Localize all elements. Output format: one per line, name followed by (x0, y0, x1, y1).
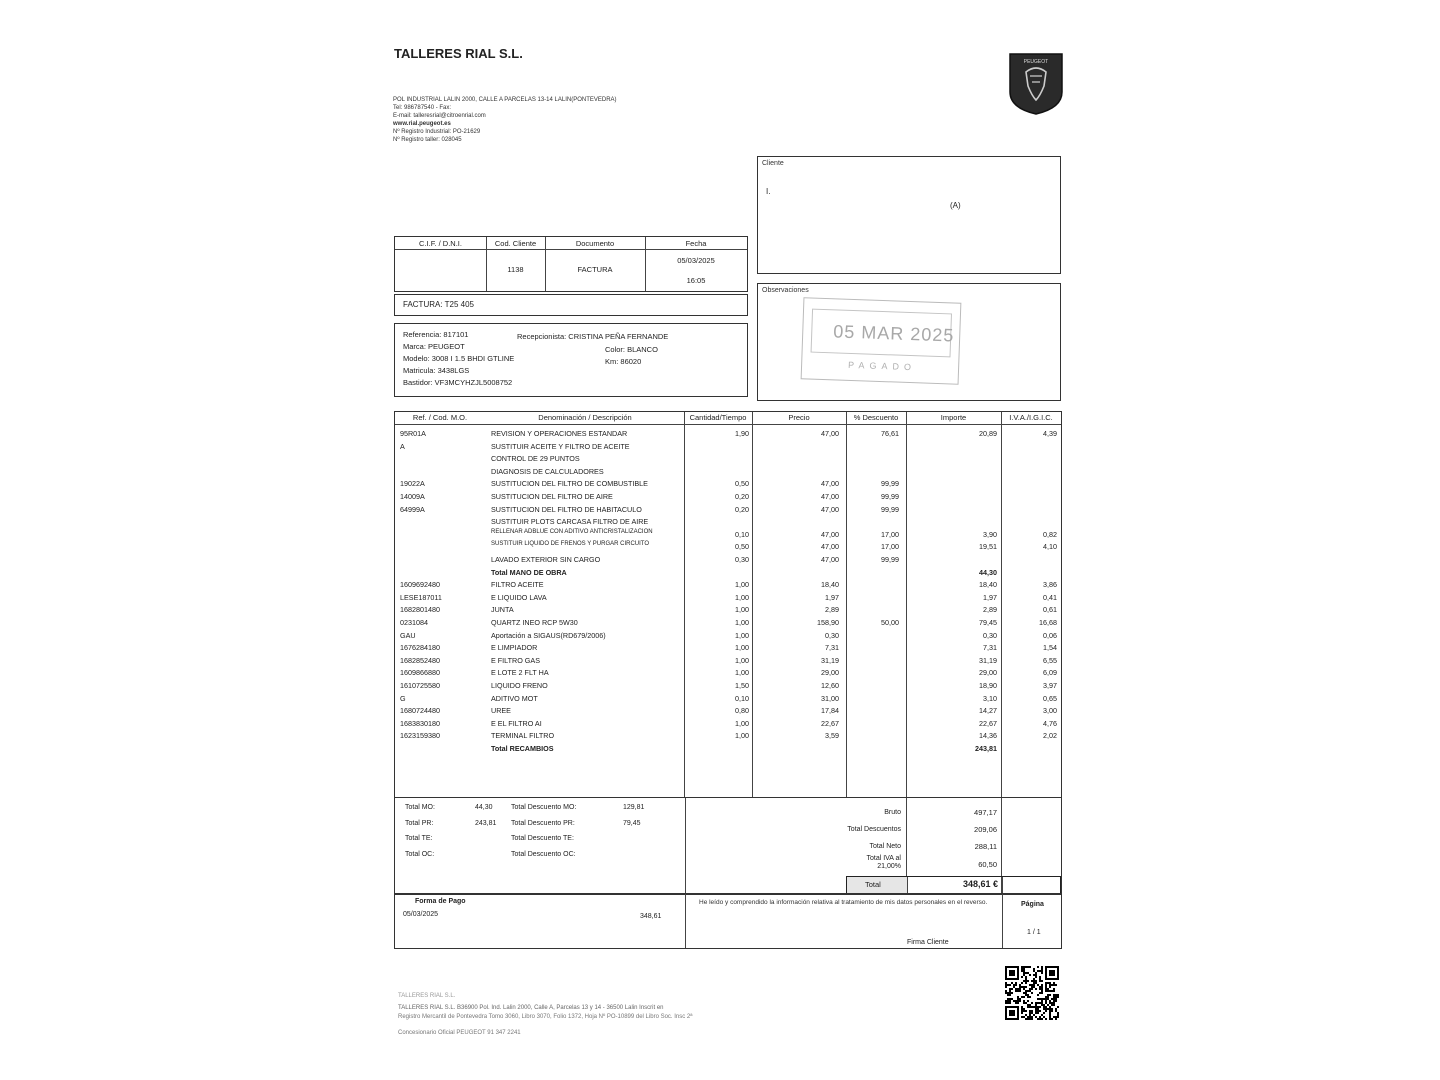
vehicle-color: Color: BLANCO (605, 345, 658, 354)
table-row (395, 604, 1061, 617)
cell-price: 47,00 (821, 504, 839, 514)
totals-box (394, 797, 1062, 895)
net-label: Total Neto (869, 843, 901, 850)
observations-box (757, 283, 1061, 401)
cell-description: SUSTITUIR LIQUIDO DE FRENOS Y PURGAR CIRCUITO (491, 541, 650, 548)
cell-price: 12,60 (821, 681, 839, 690)
discounts-value: 209,06 (974, 825, 997, 834)
invoice-number-box (394, 294, 748, 316)
cell-ref: 1610725580 (400, 681, 440, 690)
address-line: POL INDUSTRIAL LALIN 2000, CALLE A PARCELAS 13-14 LALIN(PONTEVEDRA) (393, 97, 617, 103)
table-row (395, 705, 1061, 718)
cell-quantity: 1,00 (735, 718, 749, 728)
col-discount: % Descuento (853, 413, 899, 422)
cell-vat: 4,76 (1043, 718, 1057, 728)
table-row (395, 655, 1061, 668)
cell-price: 22,67 (821, 718, 839, 728)
table-row (395, 428, 1061, 441)
total-value-left: 243,81 (475, 819, 497, 827)
table-row (395, 718, 1061, 731)
col-price: Precio (788, 413, 810, 422)
cell-price: 1,97 (825, 592, 839, 602)
cell-quantity: 0,10 (735, 529, 749, 539)
cell-ref: 1676284180 (400, 643, 440, 653)
table-row (395, 478, 1061, 491)
cell-quantity: 0,10 (735, 693, 749, 703)
cell-amount: 79,45 (979, 618, 997, 627)
stamp-paid: PAGADO (847, 359, 917, 373)
cell-ref: 0231084 (400, 618, 428, 627)
cell-ref: A (400, 441, 405, 451)
cell-quantity: 1,00 (735, 592, 749, 602)
cell-vat: 4,39 (1043, 429, 1057, 438)
cell-vat: 0,82 (1043, 529, 1057, 539)
cell-quantity: 1,00 (735, 655, 749, 665)
cell-description: SUSTITUIR PLOTS CARCASA FILTRO DE AIRE (491, 517, 649, 527)
vehicle-box (394, 323, 748, 397)
table-row (395, 567, 1061, 580)
cell-description: LIQUIDO FRENO (491, 681, 548, 690)
items-table (394, 411, 1062, 797)
discount-value: 79,45 (623, 819, 641, 827)
address-line: Nº Registro taller: 028045 (393, 137, 462, 143)
total-label-left: Total TE: (405, 835, 433, 842)
company-name: TALLERES RIAL S.L. (394, 46, 523, 61)
discount-value: 129,81 (623, 804, 645, 811)
table-row (395, 680, 1061, 693)
footer-line: TALLERES RIAL S.L. B36900 Pol. Ind. Lalin 2000, Calle A, Parcelas 13 y 14 - 36500 Lalin Inscrit en (398, 1005, 664, 1011)
col-vat: I.V.A./I.G.I.C. (1009, 413, 1053, 422)
payment-box (394, 893, 1062, 949)
cell-amount: 18,90 (979, 681, 997, 690)
cell-description: Total MANO DE OBRA (491, 567, 567, 577)
cell-quantity: 1,00 (735, 630, 749, 640)
cell-price: 2,89 (825, 605, 839, 615)
cell-price: 47,00 (821, 479, 839, 489)
discount-label: Total Descuento PR: (511, 819, 575, 827)
table-row (395, 743, 1061, 756)
peugeot-logo (1006, 52, 1066, 116)
bruto-value: 497,17 (974, 808, 997, 817)
vat-percent: 21,00% (877, 863, 901, 870)
cell-description: E LIMPIADOR (491, 643, 538, 653)
cell-price: 3,59 (825, 731, 839, 741)
cell-description: REVISION Y OPERACIONES ESTANDAR (491, 429, 628, 438)
cell-price: 0,30 (825, 630, 839, 640)
cell-vat: 4,10 (1043, 542, 1057, 552)
address-line: www.rial.peugeot.es (393, 121, 451, 127)
cell-ref: 14009A (400, 492, 425, 501)
client-name: I. (766, 187, 771, 196)
table-row (395, 667, 1061, 680)
total-label-left: Total MO: (405, 804, 435, 811)
cell-price: 18,40 (821, 580, 839, 590)
cell-vat: 16,68 (1039, 618, 1057, 627)
signature-label: Firma Cliente (907, 939, 949, 946)
cell-price: 47,00 (821, 542, 839, 552)
col-quantity: Cantidad/Tiempo (689, 413, 747, 422)
table-row (395, 441, 1061, 454)
cell-description: SUSTITUCION DEL FILTRO DE COMBUSTIBLE (491, 479, 648, 489)
footer-line: Concesionario Oficial PEUGEOT 91 347 2241 (398, 1030, 521, 1036)
cell-ref: G (400, 693, 406, 703)
cell-amount: 20,89 (979, 429, 997, 438)
total-value-left: 44,30 (475, 804, 493, 811)
cell-quantity: 1,00 (735, 731, 749, 741)
cell-amount: 3,10 (983, 693, 997, 703)
observations-label: Observaciones (762, 287, 809, 294)
net-value: 288,11 (974, 842, 997, 851)
total-label-left: Total PR: (405, 819, 434, 827)
cell-discount: 99,99 (881, 504, 899, 514)
cell-amount: 31,19 (979, 655, 997, 665)
cell-price: 47,00 (821, 429, 839, 438)
cell-description: SUSTITUCION DEL FILTRO DE AIRE (491, 492, 613, 501)
table-row (395, 466, 1061, 479)
brand-logo-text: PEUGEOT (1023, 59, 1049, 65)
payment-date: 05/03/2025 (403, 911, 439, 918)
table-row (395, 630, 1061, 643)
vehicle-vin: Bastidor: VF3MCYHZJL5008752 (403, 378, 513, 387)
cell-description: DIAGNOSIS DE CALCULADORES (491, 466, 604, 476)
bruto-label: Bruto (884, 809, 901, 816)
cell-ref: 19022A (400, 479, 425, 489)
vat-label: Total IVA al (866, 855, 901, 862)
table-row (395, 504, 1061, 517)
cell-vat: 3,00 (1043, 706, 1057, 716)
total-row (846, 876, 1061, 894)
cell-amount: 19,51 (979, 542, 997, 552)
cell-amount: 44,30 (979, 567, 997, 577)
cell-vat: 0,65 (1043, 693, 1057, 703)
page-number: 1 / 1 (1027, 929, 1041, 936)
cell-price: 7,31 (825, 643, 839, 653)
cell-ref: 1682801480 (400, 605, 440, 615)
table-row (395, 579, 1061, 592)
cell-price: 31,00 (821, 693, 839, 703)
cell-ref: LESE187011 (400, 592, 442, 602)
cell-amount: 18,40 (979, 580, 997, 590)
discount-label: Total Descuento TE: (511, 835, 574, 842)
vehicle-plate: Matricula: 3438LGS (403, 366, 470, 375)
vehicle-km: Km: 86020 (605, 357, 642, 366)
cell-description: SUSTITUIR ACEITE Y FILTRO DE ACEITE (491, 441, 630, 451)
cell-amount: 22,67 (979, 718, 997, 728)
cell-description: ADITIVO MOT (491, 693, 538, 703)
total-label: Total (865, 880, 881, 889)
table-row (395, 693, 1061, 706)
cell-ref: GAU (400, 630, 416, 640)
table-row (395, 529, 1061, 542)
col-description: Denominación / Descripción (538, 413, 632, 422)
cell-price: 29,00 (821, 668, 839, 678)
discount-label: Total Descuento OC: (511, 850, 576, 858)
cell-discount: 17,00 (881, 542, 899, 552)
address-line: Tel: 986787540 - Fax: (393, 105, 452, 111)
cell-discount: 99,99 (881, 555, 899, 564)
cell-quantity: 0,50 (735, 479, 749, 489)
cell-description: CONTROL DE 29 PUNTOS (491, 454, 580, 464)
cell-vat: 1,54 (1043, 643, 1057, 653)
cell-ref: 1609866880 (400, 668, 440, 678)
vat-value: 60,50 (978, 860, 997, 869)
cell-ref: 1680724480 (400, 706, 440, 716)
cell-vat: 3,86 (1043, 580, 1057, 590)
vehicle-reference: Referencia: 817101 (403, 330, 469, 339)
cell-ref: 1682852480 (400, 655, 440, 665)
table-body (395, 428, 1061, 788)
cell-quantity: 1,00 (735, 643, 749, 653)
cell-description: SUSTITUCION DEL FILTRO DE HABITACULO (491, 504, 642, 514)
address-line: Nº Registro Industrial: PO-21629 (393, 129, 481, 135)
legal-text: He leído y comprendido la información relativa al tratamiento de mis datos personales en el reverso. (699, 899, 988, 906)
cell-discount: 76,61 (881, 429, 899, 438)
cell-ref: 64999A (400, 504, 425, 514)
cell-description: QUARTZ INEO RCP 5W30 (491, 618, 578, 627)
cell-amount: 3,90 (983, 529, 997, 539)
page-label: Página (1021, 901, 1044, 908)
col-amount: Importe (940, 413, 967, 422)
discount-label: Total Descuento MO: (511, 804, 577, 811)
header-document: Documento (575, 239, 615, 248)
cell-description: E LOTE 2 FLT HA (491, 668, 549, 678)
table-row (395, 516, 1061, 529)
receptionist: Recepcionista: CRISTINA PEÑA FERNANDE (517, 332, 669, 341)
document-value: FACTURA (577, 265, 613, 274)
cell-ref: 1623159380 (400, 731, 440, 741)
cell-description: Total RECAMBIOS (491, 744, 554, 753)
table-row (395, 617, 1061, 630)
cell-amount: 1,97 (983, 592, 997, 602)
header-client-code: Cod. Cliente (494, 239, 537, 248)
cell-quantity: 1,00 (735, 605, 749, 615)
table-row (395, 642, 1061, 655)
total-value: 348,61 € (962, 879, 998, 889)
cell-amount: 2,89 (983, 605, 997, 615)
cell-amount: 0,30 (983, 630, 997, 640)
cell-vat: 2,02 (1043, 731, 1057, 741)
cell-amount: 7,31 (983, 643, 997, 653)
cell-description: UREE (491, 706, 511, 716)
cell-quantity: 1,00 (735, 580, 749, 590)
table-row (395, 554, 1061, 567)
table-row (395, 592, 1061, 605)
date-value: 05/03/2025 (677, 256, 715, 265)
cell-ref: 95R01A (400, 429, 426, 438)
cell-price: 47,00 (821, 555, 839, 564)
cell-vat: 3,97 (1043, 681, 1057, 690)
cell-amount: 29,00 (979, 668, 997, 678)
cell-quantity: 0,20 (735, 492, 749, 501)
client-label: Cliente (762, 160, 784, 167)
table-row (395, 453, 1061, 466)
time-value: 16:05 (686, 276, 706, 285)
footer-line: Registro Mercantil de Pontevedra Tomo 3060, Libro 3070, Folio 1372, Hoja Nº PO-10899 del Libro Soc. Insc 2ª (398, 1014, 693, 1020)
address-line: E-mail: talleresrial@citroenrial.com (393, 113, 486, 119)
cell-description: Aportación a SIGAUS(RD679/2006) (491, 630, 606, 640)
cell-description: FILTRO ACEITE (491, 580, 544, 590)
cell-description: TERMINAL FILTRO (491, 731, 555, 741)
cell-price: 31,19 (821, 655, 839, 665)
cell-amount: 14,36 (979, 731, 997, 741)
cell-quantity: 1,00 (735, 668, 749, 678)
cell-vat: 0,61 (1043, 605, 1057, 615)
cell-quantity: 0,30 (735, 555, 749, 564)
vehicle-brand: Marca: PEUGEOT (403, 342, 465, 351)
footer-line: TALLERES RIAL S.L. (398, 993, 456, 999)
cell-description: E EL FILTRO AI (491, 718, 542, 728)
cell-vat: 6,09 (1043, 668, 1057, 678)
cell-description: E FILTRO GAS (491, 655, 540, 665)
total-label-left: Total OC: (405, 850, 435, 858)
cell-discount: 50,00 (881, 618, 899, 627)
table-row (395, 491, 1061, 504)
document-info-box (394, 236, 748, 292)
discounts-label: Total Descuentos (847, 826, 901, 833)
qr-code (1005, 966, 1059, 1020)
cell-description: JUNTA (491, 605, 514, 615)
cell-quantity: 0,20 (735, 504, 749, 514)
payment-label: Forma de Pago (415, 898, 466, 905)
cell-price: 47,00 (821, 492, 839, 501)
cell-discount: 99,99 (881, 479, 899, 489)
cell-vat: 6,55 (1043, 655, 1057, 665)
client-code-value: 1138 (507, 265, 524, 274)
stamp-date: 05 MAR 2025 (832, 321, 955, 346)
cell-description: E LIQUIDO LAVA (491, 592, 547, 602)
cell-ref: 1609692480 (400, 580, 440, 590)
header-cif: C.I.F. / D.N.I. (419, 239, 462, 248)
cell-ref: 1683830180 (400, 718, 440, 728)
cell-quantity: 1,50 (735, 681, 749, 690)
vehicle-model: Modelo: 3008 I 1.5 BHDI GTLINE (403, 354, 515, 363)
cell-price: 47,00 (821, 529, 839, 539)
table-row (395, 730, 1061, 743)
payment-amount: 348,61 (640, 913, 662, 920)
cell-quantity: 0,80 (735, 706, 749, 716)
invoice-number: FACTURA: T25 405 (403, 300, 474, 309)
cell-quantity: 1,00 (735, 618, 749, 627)
totals-left (395, 798, 685, 894)
cell-description: LAVADO EXTERIOR SIN CARGO (491, 555, 601, 564)
col-ref: Ref. / Cod. M.O. (412, 413, 468, 422)
client-suffix: (A) (950, 201, 961, 210)
cell-price: 158,90 (817, 618, 839, 627)
client-box (757, 156, 1061, 274)
cell-quantity: 1,90 (735, 429, 749, 438)
cell-vat: 0,06 (1043, 630, 1057, 640)
cell-amount: 14,27 (979, 706, 997, 716)
table-row (395, 541, 1061, 554)
cell-discount: 99,99 (881, 492, 899, 501)
paid-stamp (801, 297, 962, 384)
cell-quantity: 0,50 (735, 542, 749, 552)
cell-price: 17,84 (821, 706, 839, 716)
cell-amount: 243,81 (975, 744, 997, 753)
cell-vat: 0,41 (1043, 592, 1057, 602)
header-date: Fecha (685, 239, 707, 248)
cell-description: RELLENAR ADBLUE CON ADITIVO ANTICRISTALIZACION (491, 528, 653, 535)
cell-discount: 17,00 (881, 529, 899, 539)
